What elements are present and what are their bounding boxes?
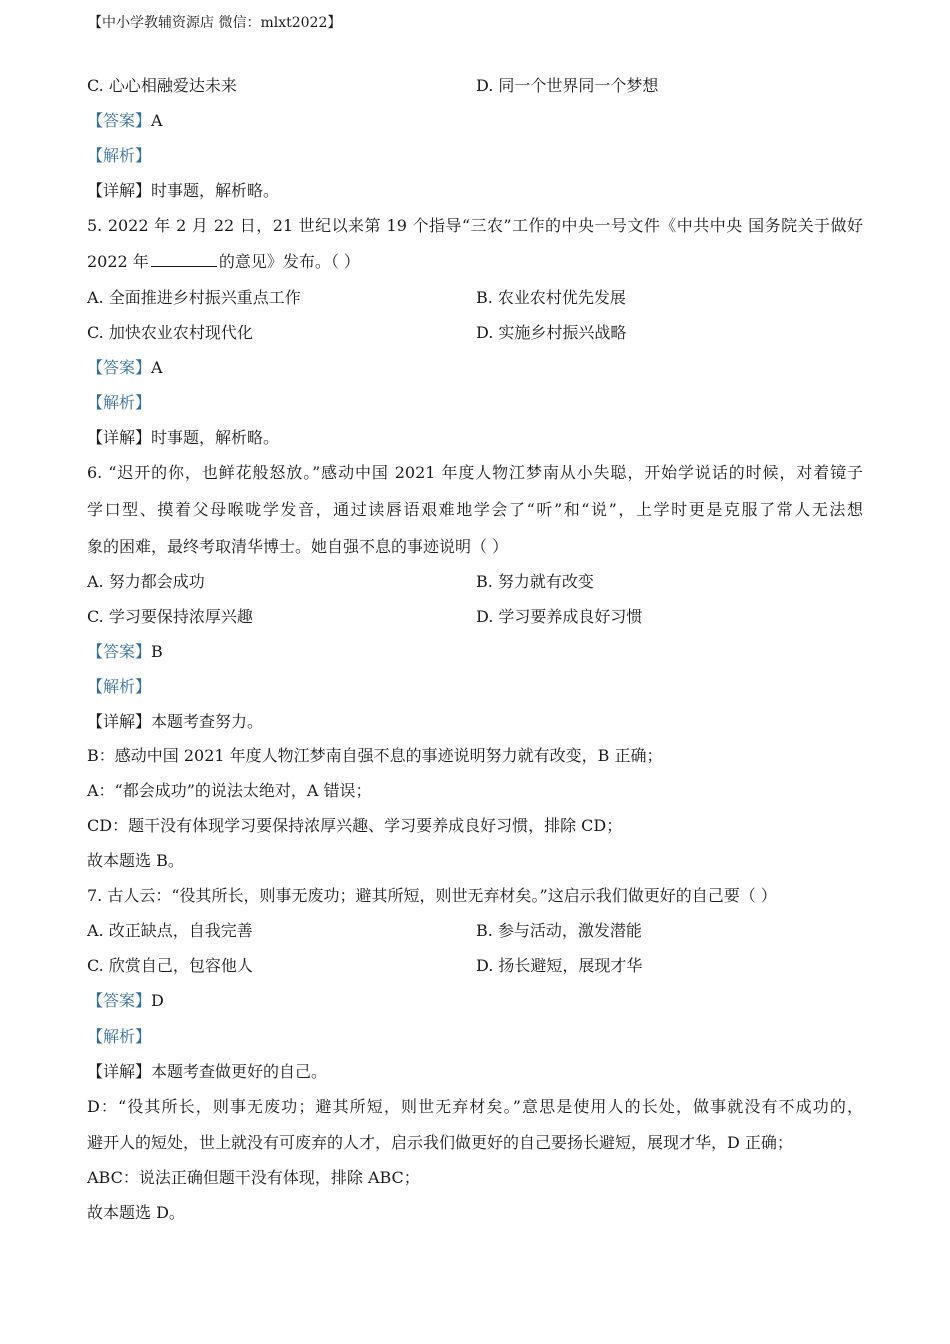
q5-option-b: B. 农业农村优先发展: [476, 288, 626, 307]
q6-stem-line-2: 学口型、摸着父母喉咙学发音，通过读唇语艰难地学会了“听”和“说”，上学时更是克服了常人无法想: [87, 500, 863, 519]
answer-tag: 【答案】: [87, 642, 152, 661]
q5-stem-line-2: [87, 251, 360, 273]
q4-analysis-tag: 【解析】: [87, 146, 152, 165]
q4-option-d: D. 同一个世界同一个梦想: [476, 76, 659, 95]
q7-answer: [87, 990, 164, 1012]
q6-explanation-2: A：“都会成功”的说法太绝对，A 错误；: [87, 781, 372, 800]
q6-analysis-tag: 【解析】: [87, 677, 152, 696]
q6-option-c: C. 学习要保持浓厚兴趣: [87, 607, 253, 626]
q7-option-b: B. 参与活动，激发潜能: [476, 921, 642, 940]
q7-analysis-tag: 【解析】: [87, 1027, 152, 1046]
q6-stem-line-3: 象的困难，最终考取清华博士。她自强不息的事迹说明（ ）: [87, 537, 509, 556]
q6-detail: 【详解】本题考查努力。: [87, 712, 264, 731]
answer-value: D: [151, 991, 164, 1010]
q7-explanation-1: D：“役其所长，则事无废功；避其所短，则世无弃材矣。”意思是使用人的长处，做事就没有不成功的，: [87, 1097, 863, 1116]
q5-option-c: C. 加快农业农村现代化: [87, 323, 253, 342]
q4-detail: 【详解】时事题，解析略。: [87, 181, 280, 200]
q5-option-d: D. 实施乡村振兴战略: [476, 323, 627, 342]
q6-option-d: D. 学习要养成良好习惯: [476, 607, 643, 626]
q7-explanation-4: 故本题选 D。: [87, 1203, 185, 1222]
q5-analysis-tag: 【解析】: [87, 393, 152, 412]
q4-answer: [87, 110, 163, 132]
q5-detail: 【详解】时事题，解析略。: [87, 428, 280, 447]
q7-explanation-2: 避开人的短处，世上就没有可废弃的人才，启示我们做更好的自己要扬长避短，展现才华，D 正确；: [87, 1133, 793, 1152]
answer-tag: 【答案】: [87, 111, 152, 130]
q7-stem-line-1: 7. 古人云：“役其所长，则事无废功；避其所短，则世无弃材矣。”这启示我们做更好的自己要（ ）: [87, 886, 777, 905]
page-header: 【中小学教辅资源店 微信：mlxt2022】: [88, 15, 342, 31]
q5-answer: [87, 357, 163, 379]
q7-option-c: C. 欣赏自己，包容他人: [87, 956, 253, 975]
q6-explanation-1: B：感动中国 2021 年度人物江梦南自强不息的事迹说明努力就有改变，B 正确；: [87, 746, 663, 765]
q5-stem-part-a: 2022 年: [87, 252, 149, 271]
q6-answer: [87, 641, 163, 663]
q6-explanation-4: 故本题选 B。: [87, 851, 184, 870]
fill-blank: [151, 252, 217, 267]
q6-stem-line-1: 6. “迟开的你，也鲜花般怒放。”感动中国 2021 年度人物江梦南从小失聪，开始学说话的时候，对着镜子: [87, 463, 863, 482]
q6-explanation-3: CD：题干没有体现学习要保持浓厚兴趣、学习要养成良好习惯，排除 CD；: [87, 816, 623, 835]
q5-stem-part-b: 的意见》发布。（ ）: [218, 252, 360, 271]
answer-value: A: [151, 111, 163, 130]
q4-option-c: C. 心心相融爱达未来: [87, 76, 237, 95]
q7-detail: 【详解】本题考查做更好的自己。: [87, 1062, 328, 1081]
answer-value: A: [151, 358, 163, 377]
q6-option-a: A. 努力都会成功: [87, 572, 205, 591]
answer-tag: 【答案】: [87, 358, 152, 377]
q5-option-a: A. 全面推进乡村振兴重点工作: [87, 288, 301, 307]
answer-value: B: [151, 642, 163, 661]
q6-option-b: B. 努力就有改变: [476, 572, 594, 591]
answer-tag: 【答案】: [87, 991, 152, 1010]
q7-option-a: A. 改正缺点，自我完善: [87, 921, 253, 940]
q7-explanation-3: ABC：说法正确但题干没有体现，排除 ABC；: [87, 1168, 420, 1187]
q5-stem-line-1: 5. 2022 年 2 月 22 日，21 世纪以来第 19 个指导“三农”工作的中央一号文件《中共中央 国务院关于做好: [87, 216, 863, 235]
q7-option-d: D. 扬长避短，展现才华: [476, 956, 643, 975]
